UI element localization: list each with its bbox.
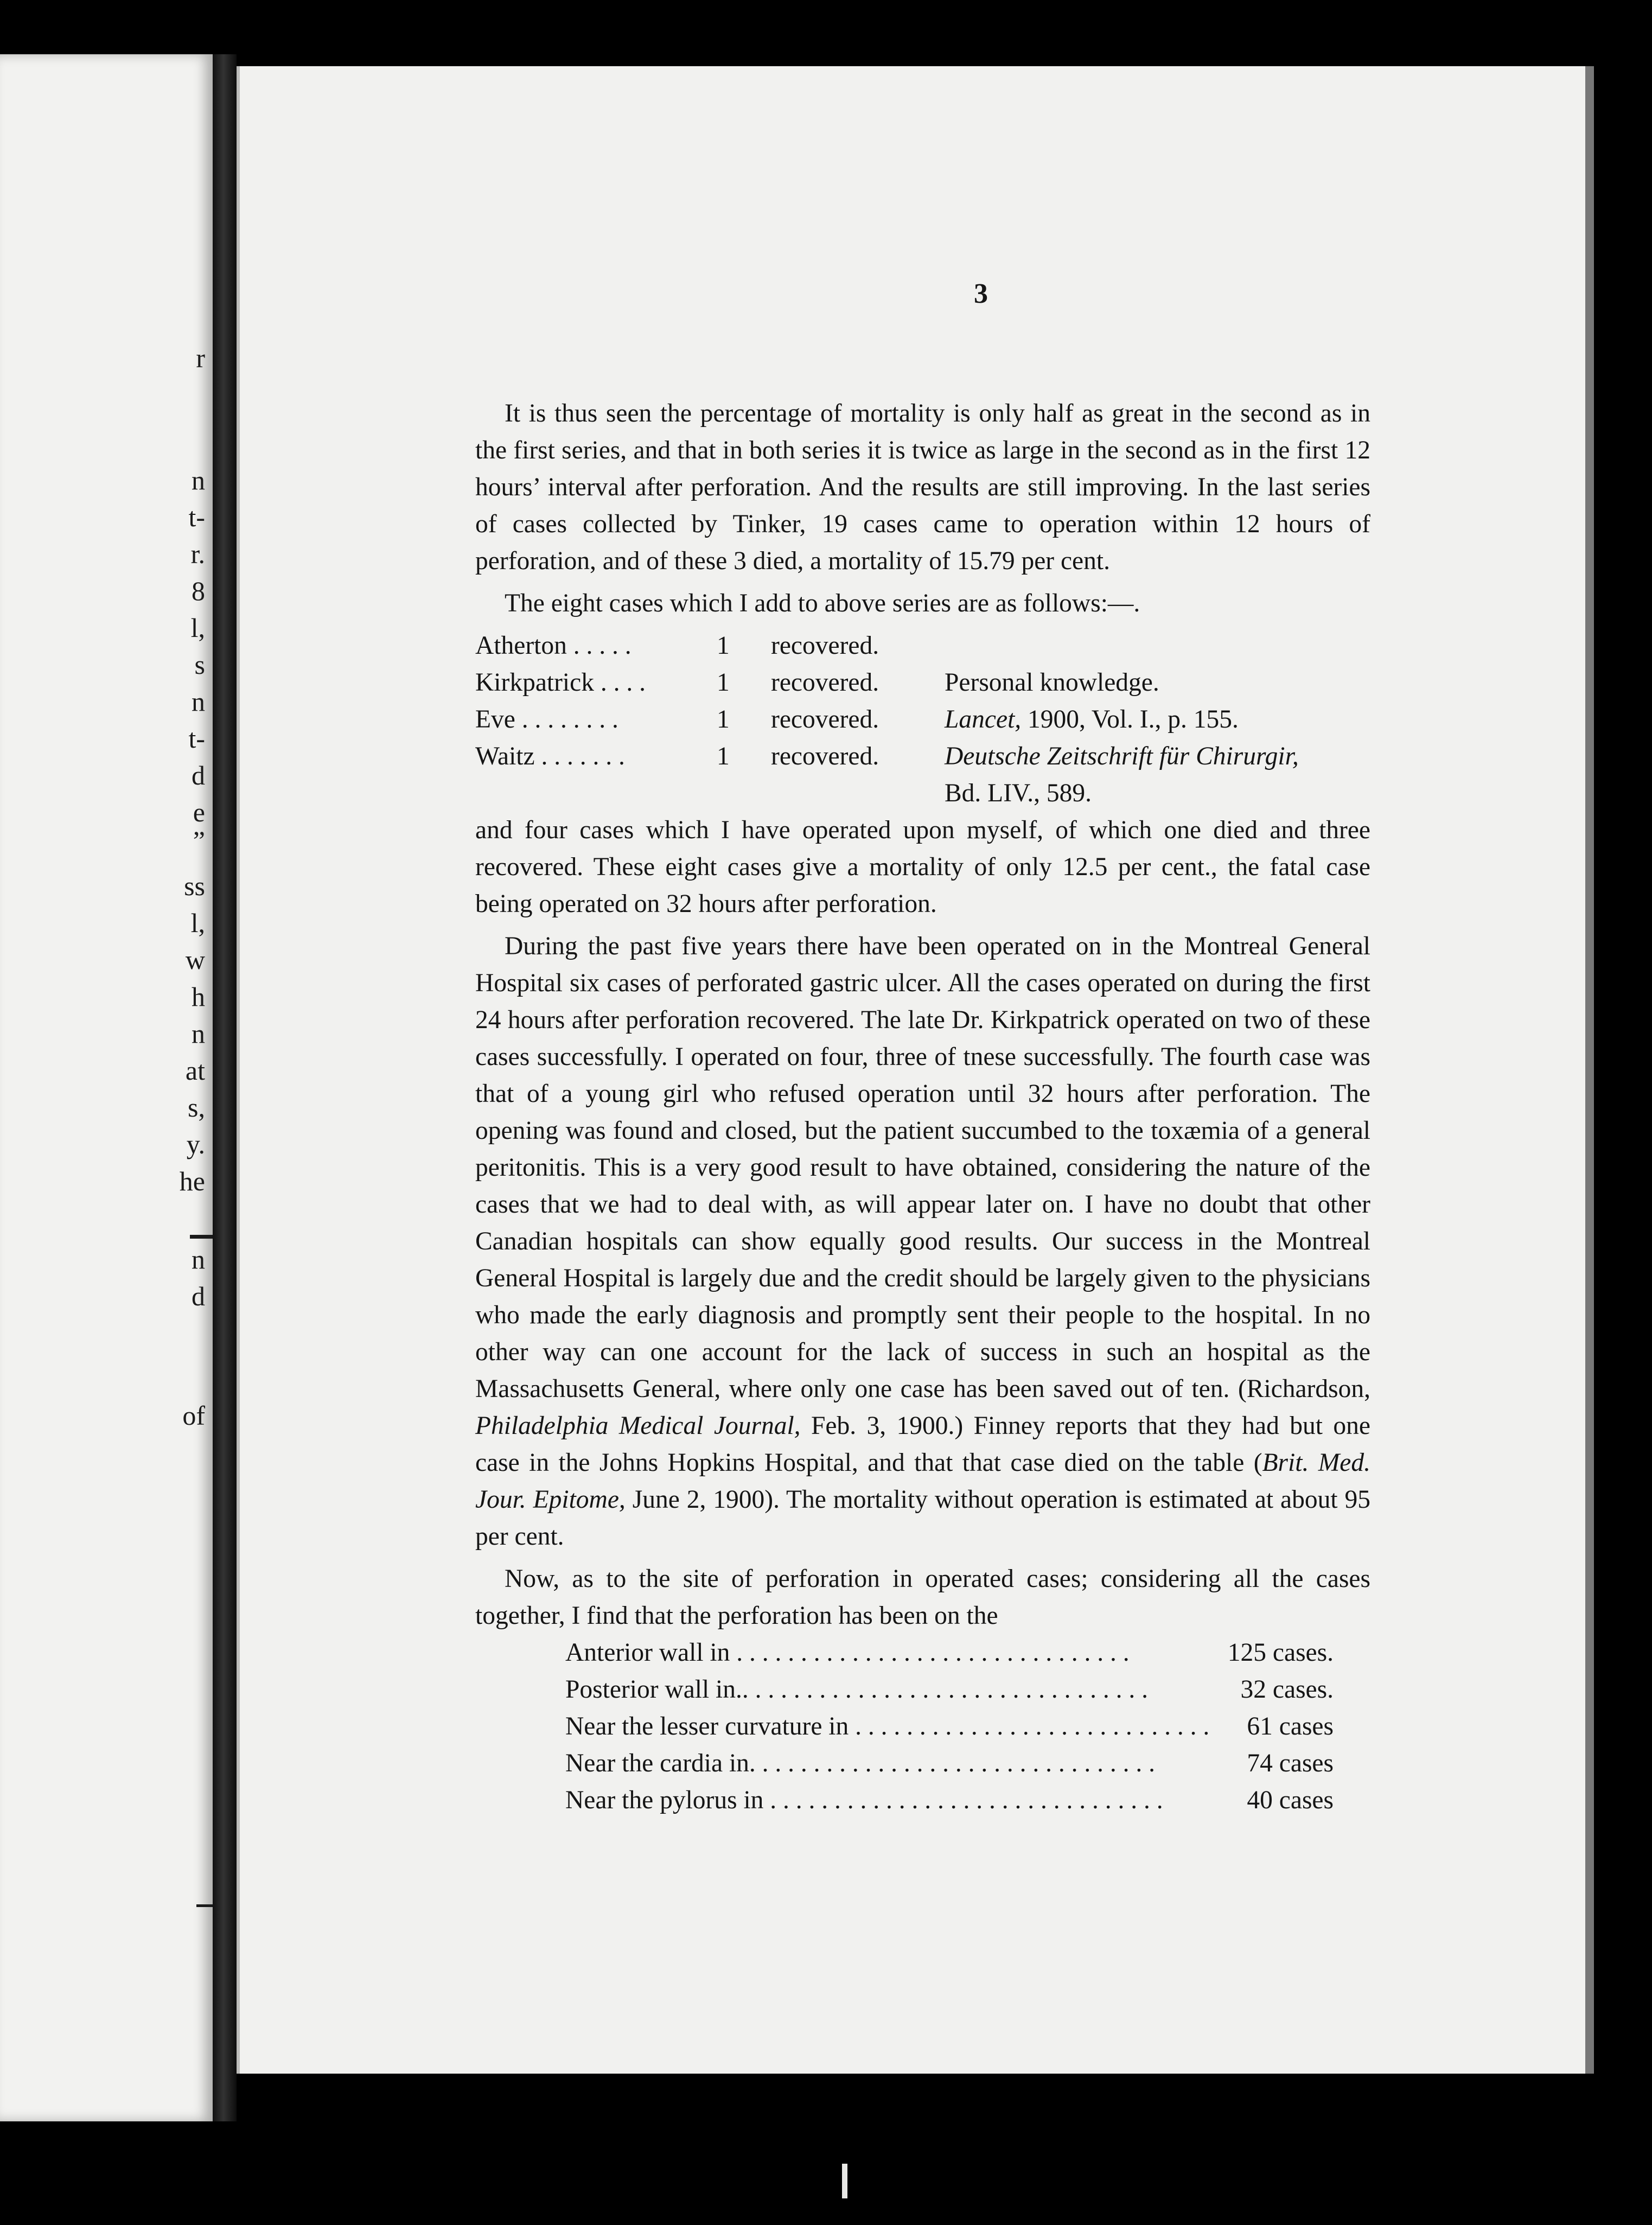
book-gutter	[213, 54, 237, 2121]
margin-fragment: n	[192, 1244, 205, 1274]
paragraph: and four cases which I have operated upon myself, of which one died and three recovered. These eight cases give a mortality of only 12.5 per cent., the fatal case being operated on 32 hours after perforation.	[475, 816, 1370, 918]
site-label: Near the pylorus in . . .	[565, 1782, 1209, 1819]
facing-page-fragment	[0, 54, 213, 2121]
margin-fragment: at	[185, 1055, 205, 1086]
case-list	[475, 627, 1370, 812]
case-count: 1	[717, 668, 730, 697]
case-count: 1	[717, 632, 730, 660]
margin-fragment: of	[182, 1400, 205, 1431]
case-status: recovered.	[771, 632, 879, 660]
margin-rule	[190, 1235, 213, 1239]
margin-fragment: t-	[188, 723, 205, 754]
margin-fragment: ”	[193, 825, 205, 856]
site-label: Near the cardia in. . . .	[565, 1745, 1209, 1782]
case-reference-continued: Bd. LIV., 589.	[945, 779, 1092, 807]
case-row	[475, 738, 1370, 775]
margin-fragment: s	[194, 649, 205, 680]
case-name: Atherton . . . . .	[475, 632, 632, 660]
perforation-site-list	[565, 1634, 1334, 1819]
margin-fragment: n	[192, 1018, 205, 1049]
site-row	[565, 1745, 1334, 1782]
site-row	[565, 1782, 1334, 1819]
page-number: 3	[974, 278, 988, 309]
page-edge-shadow	[1585, 66, 1594, 2074]
main-page	[237, 66, 1589, 2074]
case-reference: Personal knowledge.	[945, 668, 1159, 697]
margin-fragment: l,	[190, 908, 205, 938]
site-count: 61 cases	[1247, 1712, 1334, 1741]
case-status: recovered.	[771, 705, 879, 734]
margin-fragment: n	[192, 465, 205, 495]
margin-fragment: s,	[188, 1092, 205, 1123]
case-status: recovered.	[771, 668, 879, 697]
margin-fragment: r.	[190, 539, 205, 569]
case-reference: Lancet, 1900, Vol. I., p. 155.	[945, 705, 1239, 734]
margin-fragment: y.	[186, 1129, 205, 1159]
paragraph: It is thus seen the percentage of mortality is only half as great in the second as in the first series, and that in both series it is twice as large in the second as in the first 12 hours’ interval after perforation. And the results are still improving. In the last series of cases collected by Tinker, 19 cases came to operation within 12 hours of perforation, and of these 3 died, a mortality of 15.79 per cent.	[475, 399, 1370, 575]
site-count: 74 cases	[1247, 1749, 1334, 1777]
margin-fragment: d	[192, 760, 205, 790]
paragraph: The eight cases which I add to above series are as follows:—.	[505, 589, 1140, 617]
site-row	[565, 1634, 1334, 1671]
scan-artifact	[842, 2164, 847, 2198]
margin-fragment: t-	[188, 502, 205, 532]
margin-rule	[196, 1904, 213, 1907]
body-text	[475, 395, 1370, 1819]
margin-fragment: he	[179, 1166, 205, 1196]
case-name: Eve . . . . . . . .	[475, 705, 618, 734]
margin-fragment: 8	[192, 576, 205, 606]
case-name: Waitz . . . . . . .	[475, 742, 625, 770]
margin-fragment: d	[192, 1281, 205, 1311]
margin-fragment: r	[196, 343, 205, 373]
case-reference: Deutsche Zeitschrift für Chirurgir,	[945, 742, 1299, 770]
case-name: Kirkpatrick . . . .	[475, 668, 646, 697]
case-row	[475, 701, 1370, 738]
margin-fragment: h	[192, 981, 205, 1012]
margin-fragment: l,	[190, 613, 205, 643]
site-row	[565, 1708, 1334, 1745]
paragraph: Now, as to the site of perforation in operated cases; considering all the cases together, I find that the perforation has been on the	[475, 1565, 1370, 1630]
case-count: 1	[717, 742, 730, 770]
site-count: 40 cases	[1247, 1786, 1334, 1814]
case-status: recovered.	[771, 742, 879, 770]
paragraph: During the past five years there have been operated on in the Montreal General Hospital six cases of perforated gastric ulcer. All the cases operated on during the first 24 hours after perforation recovered. The late Dr. Kirkpatrick operated on two of these cases successfully. I operated on four, three of tnese successfully. The fourth case was that of a young girl who refused operation until 32 hours after perforation. The opening was found and closed, but the patient succumbed to the toxæmia of a general peritonitis. This is a very good result to have obtained, considering the nature of the cases that we had to deal with, as will appear later on. I have no doubt that other Canadian hospitals can show equally good results. Our success in the Montreal General Hospital is largely due and the credit should be largely given to the physicians who made the early diagnosis and promptly sent their people to the hospital. In no other way can one account for the lack of success in such an hospital as the Massachusetts General, where only one case has been saved out of ten. (Richardson, Philadelphia Medical Journal, Feb. 3, 1900.) Finney reports that they had but one case in the Johns Hopkins Hospital, and that that case died on the table (Brit. Med. Jour. Epitome, June 2, 1900). The mortality without operation is estimated at about 95 per cent.	[475, 932, 1370, 1551]
journal-title: Brit. Med. Jour. Epitome,	[475, 1449, 1370, 1514]
margin-fragment: e	[193, 797, 205, 827]
case-row	[475, 664, 1370, 701]
margin-fragment: w	[185, 945, 205, 975]
site-label: Anterior wall in . . .	[565, 1634, 1209, 1671]
site-row	[565, 1671, 1334, 1708]
margin-fragment: ss	[184, 871, 205, 901]
site-label: Near the lesser curvature in . . .	[565, 1708, 1209, 1745]
site-label: Posterior wall in.. . . .	[565, 1671, 1209, 1708]
margin-fragment: n	[192, 686, 205, 717]
journal-title: Philadelphia Medical Journal,	[475, 1412, 801, 1440]
site-count: 32 cases.	[1240, 1675, 1334, 1704]
case-row	[475, 627, 1370, 664]
case-count: 1	[717, 705, 730, 734]
site-count: 125 cases.	[1227, 1639, 1334, 1667]
